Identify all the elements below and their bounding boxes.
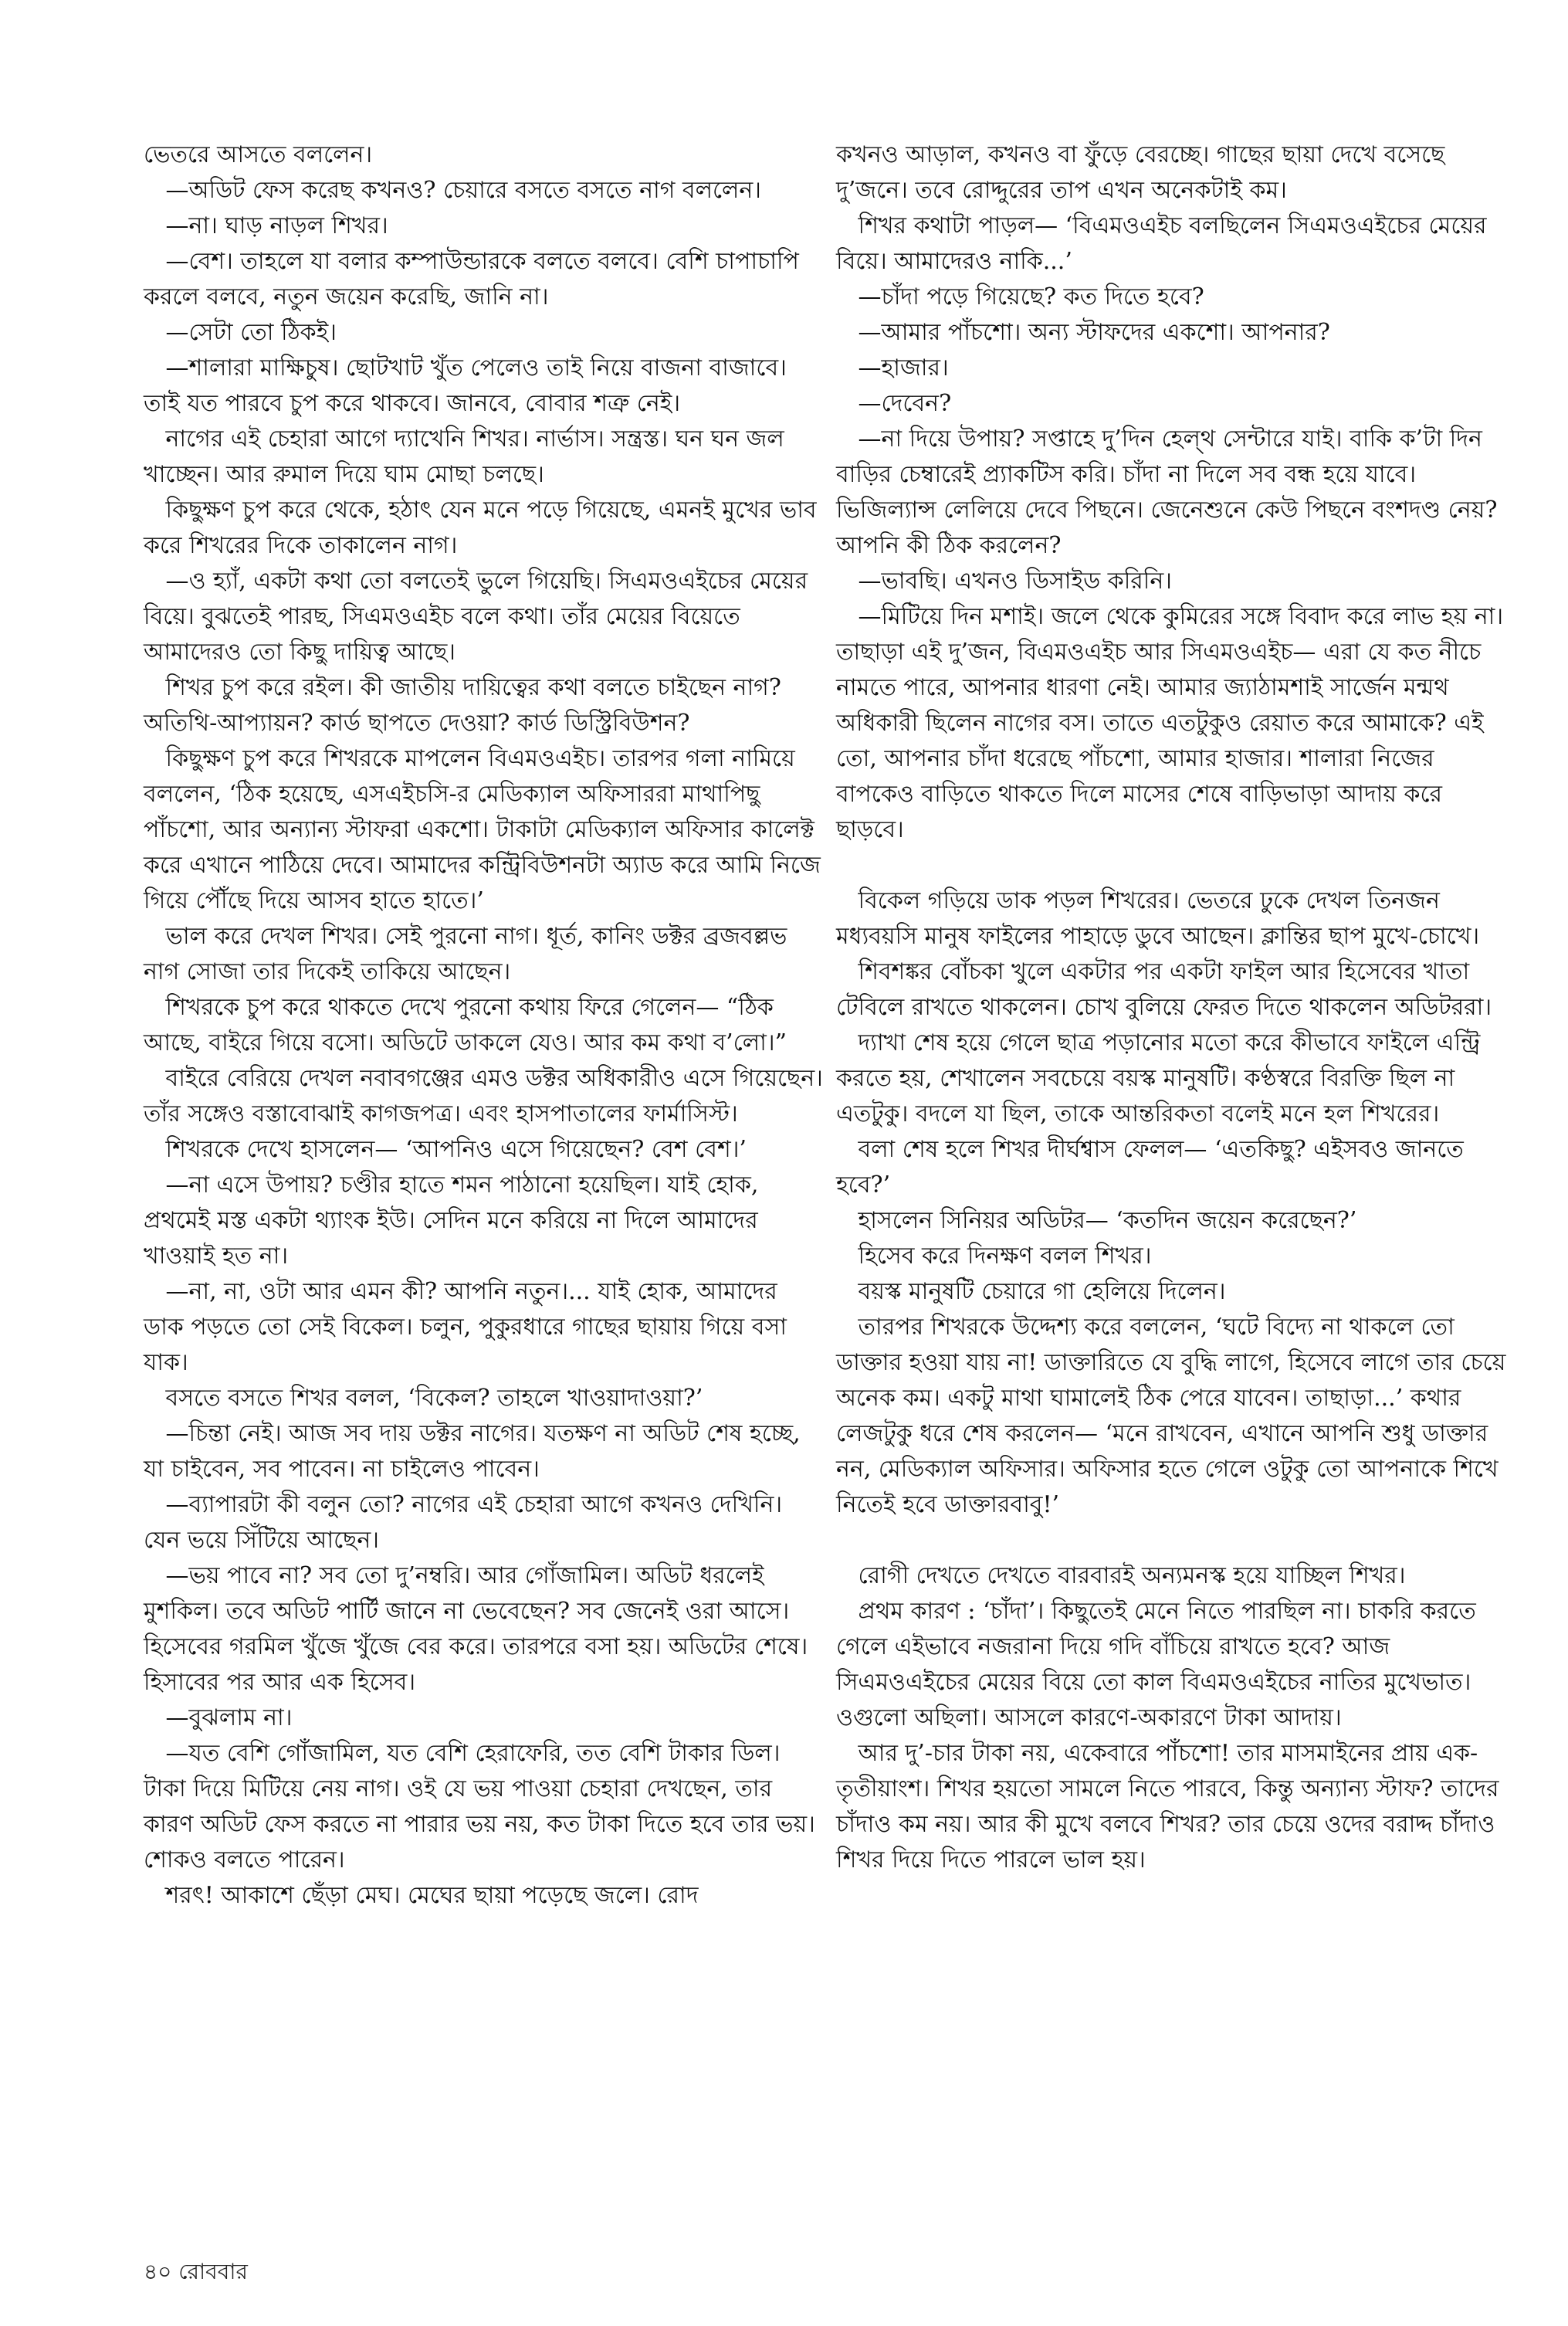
paragraph: —ও হ্যাঁ, একটা কথা তো বলতেই ভুলে গিয়েছি। সিএমওএইচের মেয়ের বিয়ে। বুঝতেই পারছ, সিএমওএইচ বলে কথা। তাঁর মেয়ের বিয়েতে আমাদেরও তো কিছু দায়িত্ব আছে। [144, 568, 808, 666]
paragraph: রোগী দেখতে দেখতে বারবারই অন্যমনস্ক হয়ে যাচ্ছিল শিখর। [858, 1562, 1406, 1589]
paragraph: শিখর চুপ করে রইল। কী জাতীয় দায়িত্বের কথা বলতে চাইছেন নাগ? অতিথি-আপ্যায়ন? কার্ড ছাপতে দেওয়া? কার্ড ডিস্ট্রিবিউশন? [144, 674, 781, 737]
page-footer: ৪০ রোববার [144, 2259, 248, 2284]
left-column [144, 137, 823, 1914]
paragraph: শরৎ! আকাশে ছেঁড়া মেঘ। মেঘের ছায়া পড়েছে জলে। রোদ [165, 1882, 699, 1909]
paragraph: —ভয় পাবে না? সব তো দু’নম্বরি। আর গোঁজামিল। অডিট ধরলেই মুশকিল। তবে অডিট পার্টি জানে না ভেবেছেন? সব জেনেই ওরা আসে। হিসেবের গরমিল খুঁজে খুঁজে বের করে। তারপরে বসা হয়। অডিটের শেষে। হিসাবের পর আর এক হিসেব। [144, 1562, 808, 1696]
paragraph: —না এসে উপায়? চণ্ডীর হাতে শমন পাঠানো হয়েছিল। যাই হোক, প্রথমেই মস্ত একটা থ্যাংক ইউ। সেদিন মনে করিয়ে না দিলে আমাদের খাওয়াই হত না। [144, 1171, 759, 1270]
paragraph: হিসেব করে দিনক্ষণ বলল শিখর। [858, 1243, 1152, 1270]
paragraph: হাসলেন সিনিয়র অডিটর— ‘কতদিন জয়েন করেছেন?’ [858, 1207, 1357, 1234]
paragraph: —সেটা তো ঠিকই। [165, 319, 337, 346]
paragraph: শিবশঙ্কর বোঁচকা খুলে একটার পর একটা ফাইল আর হিসেবের খাতা টেবিলে রাখতে থাকলেন। চোখ বুলিয়ে ফেরত দিতে থাকলেন অডিটররা। [836, 958, 1492, 1021]
paragraph: বয়স্ক মানুষটি চেয়ারে গা হেলিয়ে দিলেন। [858, 1278, 1226, 1305]
paragraph: —হাজার। [858, 354, 949, 381]
paragraph: তারপর শিখরকে উদ্দেশ্য করে বললেন, ‘ঘটে বিদ্যে না থাকলে তো ডাক্তার হওয়া যায় না! ডাক্তারিতে যে বুদ্ধি লাগে, হিসেবে লাগে তার চেয়ে অনেক কম। একটু মাথা ঘামালেই ঠিক পেরে যাবেন। তাছাড়া...’ কথার লেজটুকু ধরে শেষ করলেন— ‘মনে রাখবেন, এখানে আপনি শুধু ডাক্তার নন, মেডিক্যাল অফিসার। অফিসার হতে গেলে ওটুকু তো আপনাকে শিখে নিতেই হবে ডাক্তারবাবু!’ [836, 1314, 1506, 1518]
paragraph: —না দিয়ে উপায়? সপ্তাহে দু’দিন হেল্থ সেন্টারে যাই। বাকি ক’টা দিন বাড়ির চেম্বারেই প্র্যাকটিস করি। চাঁদা না দিলে সব বন্ধ হয়ে যাবে। ভিজিল্যান্স লেলিয়ে দেবে পিছনে। জেনেশুনে কেউ পিছনে বংশদণ্ড নেয়? আপনি কী ঠিক করলেন? [836, 426, 1498, 559]
paragraph: —দেবেন? [858, 390, 952, 417]
paragraph: বাইরে বেরিয়ে দেখল নবাবগঞ্জের এমও ডক্টর অধিকারীও এসে গিয়েছেন। তাঁর সঙ্গেও বস্তাবোঝাই কাগজপত্র। এবং হাসপাতালের ফার্মাসিস্ট। [144, 1065, 823, 1127]
paragraph: —ভাবছি। এখনও ডিসাইড করিনি। [858, 568, 1173, 595]
paragraph: কিছুক্ষণ চুপ করে থেকে, হঠাৎ যেন মনে পড়ে গিয়েছে, এমনই মুখের ভাব করে শিখরের দিকে তাকালেন নাগ। [144, 497, 817, 559]
paragraph: আর দু’-চার টাকা নয়, একেবারে পাঁচশো! তার মাসমাইনের প্রায় এক-তৃতীয়াংশ। শিখর হয়তো সামলে নিতে পারবে, কিন্তু অন্যান্য স্টাফ? তাদের চাঁদাও কম নয়। আর কী মুখে বলবে শিখর? তার চেয়ে ওদের বরাদ্দ চাঁদাও শিখর দিয়ে দিতে পারলে ভাল হয়। [836, 1740, 1499, 1873]
paragraph: —চাঁদা পড়ে গিয়েছে? কত দিতে হবে? [858, 283, 1204, 310]
paragraph: —আমার পাঁচশো। অন্য স্টাফদের একশো। আপনার? [858, 319, 1330, 346]
paragraph: বিকেল গড়িয়ে ডাক পড়ল শিখরের। ভেতরে ঢুকে দেখল তিনজন মধ্যবয়সি মানুষ ফাইলের পাহাড়ে ডুবে আছেন। ক্লান্তির ছাপ মুখে-চোখে। [836, 887, 1480, 950]
paragraph: —মিটিয়ে দিন মশাই। জলে থেকে কুমিরের সঙ্গে বিবাদ করে লাভ হয় না। তাছাড়া এই দু’জন, বিএমওএইচ আর সিএমওএইচ— এরা যে কত নীচে নামতে পারে, আপনার ধারণা নেই। আমার জ্যাঠামশাই সার্জেন মন্মথ অধিকারী ছিলেন নাগের বস। তাতে এতটুকুও রেয়াত করে আমাকে? এই তো, আপনার চাঁদা ধরেছে পাঁচশো, আমার হাজার। শালারা নিজের বাপকেও বাড়িতে থাকতে দিলে মাসের শেষে বাড়িভাড়া আদায় করে ছাড়বে। [836, 603, 1504, 843]
paragraph: শিখরকে দেখে হাসলেন— ‘আপনিও এসে গিয়েছেন? বেশ বেশ।’ [165, 1136, 747, 1163]
paragraph: —না, না, ওটা আর এমন কী? আপনি নতুন।... যাই হোক, আমাদের ডাক পড়তে তো সেই বিকেল। চলুন, পুকুরধারে গাছের ছায়ায় গিয়ে বসা যাক। [144, 1278, 787, 1376]
paragraph: শিখর কথাটা পাড়ল— ‘বিএমওএইচ বলছিলেন সিএমওএইচের মেয়ের বিয়ে। আমাদেরও নাকি...’ [836, 212, 1487, 275]
paragraph: নাগের এই চেহারা আগে দ্যাখেনি শিখর। নার্ভাস। সন্ত্রস্ত। ঘন ঘন জল খাচ্ছেন। আর রুমাল দিয়ে ঘাম মোছা চলছে। [144, 426, 784, 488]
section-break [836, 848, 1516, 883]
paragraph: কখনও আড়াল, কখনও বা ফুঁড়ে বেরচ্ছে। গাছের ছায়া দেখে বসেছে দু’জনে। তবে রোদ্দুরের তাপ এখন অনেকটাই কম। [836, 141, 1445, 204]
paragraph: প্রথম কারণ : ‘চাঁদা’। কিছুতেই মেনে নিতে পারছিল না। চাকরি করতে গেলে এইভাবে নজরানা দিয়ে গদি বাঁচিয়ে রাখতে হবে? আজ সিএমওএইচের মেয়ের বিয়ে তো কাল বিএমওএইচের নাতির মুখেভাত। ওগুলো অছিলা। আসলে কারণে-অকারণে টাকা আদায়। [836, 1598, 1476, 1731]
section-break [836, 1523, 1516, 1558]
paragraph: বলা শেষ হলে শিখর দীর্ঘশ্বাস ফেলল— ‘এতকিছু? এইসবও জানতে হবে?’ [836, 1136, 1464, 1199]
right-column [836, 137, 1516, 1878]
paragraph: শিখরকে চুপ করে থাকতে দেখে পুরনো কথায় ফিরে গেলেন— “ঠিক আছে, বাইরে গিয়ে বসো। অডিটে ডাকলে যেও। আর কম কথা ব’লো।” [144, 994, 787, 1056]
paragraph: —বেশ। তাহলে যা বলার কম্পাউন্ডারকে বলতে বলবে। বেশি চাপাচাপি করলে বলবে, নতুন জয়েন করেছি, জানি না। [144, 248, 799, 310]
paragraph: কিছুক্ষণ চুপ করে শিখরকে মাপলেন বিএমওএইচ। তারপর গলা নামিয়ে বললেন, ‘ঠিক হয়েছে, এসএইচসি-র মেডিক্যাল অফিসাররা মাথাপিছু পাঁচশো, আর অন্যান্য স্টাফরা একশো। টাকাটা মেডিক্যাল অফিসার কালেক্ট করে এখানে পাঠিয়ে দেবে। আমাদের কন্ট্রিবিউশনটা অ্যাড করে আমি নিজে গিয়ে পৌঁছে দিয়ে আসব হাতে হাতে।’ [144, 745, 821, 914]
paragraph: —না। ঘাড় নাড়ল শিখর। [165, 212, 388, 239]
paragraph: —ব্যাপারটা কী বলুন তো? নাগের এই চেহারা আগে কখনও দেখিনি। যেন ভয়ে সিঁটিয়ে আছেন। [144, 1491, 783, 1554]
paragraph: —চিন্তা নেই। আজ সব দায় ডক্টর নাগের। যতক্ষণ না অডিট শেষ হচ্ছে, যা চাইবেন, সব পাবেন। না চাইলেও পাবেন। [144, 1420, 801, 1483]
paragraph: —বুঝলাম না। [165, 1704, 293, 1731]
paragraph: —অডিট ফেস করেছ কখনও? চেয়ারে বসতে বসতে নাগ বললেন। [165, 177, 761, 204]
paragraph: —শালারা মাক্ষিচুষ। ছোটখাট খুঁত পেলেও তাই নিয়ে বাজনা বাজাবে। তাই যত পারবে চুপ করে থাকবে। জানবে, বোবার শত্রু নেই। [144, 354, 787, 417]
paragraph: ভেতরে আসতে বললেন। [144, 141, 373, 168]
paragraph: বসতে বসতে শিখর বলল, ‘বিকেল? তাহলে খাওয়াদাওয়া?’ [165, 1385, 703, 1412]
paragraph: ভাল করে দেখল শিখর। সেই পুরনো নাগ। ধূর্ত, কানিং ডক্টর ব্রজবল্লভ নাগ সোজা তার দিকেই তাকিয়ে আছেন। [144, 923, 787, 985]
paragraph: —যত বেশি গোঁজামিল, যত বেশি হেরাফেরি, তত বেশি টাকার ডিল। টাকা দিয়ে মিটিয়ে নেয় নাগ। ওই যে ভয় পাওয়া চেহারা দেখছেন, তার কারণ অডিট ফেস করতে না পারার ভয় নয়, কত টাকা দিতে হবে তার ভয়। শোকও বলতে পারেন। [144, 1740, 815, 1873]
paragraph: দ্যাখা শেষ হয়ে গেলে ছাত্র পড়ানোর মতো করে কীভাবে ফাইলে এন্ট্রি করতে হয়, শেখালেন সবচেয়ে বয়স্ক মানুষটি। কণ্ঠস্বরে বিরক্তি ছিল না এতটুকু। বদলে যা ছিল, তাকে আন্তরিকতা বলেই মনে হল শিখরের। [836, 1029, 1481, 1127]
